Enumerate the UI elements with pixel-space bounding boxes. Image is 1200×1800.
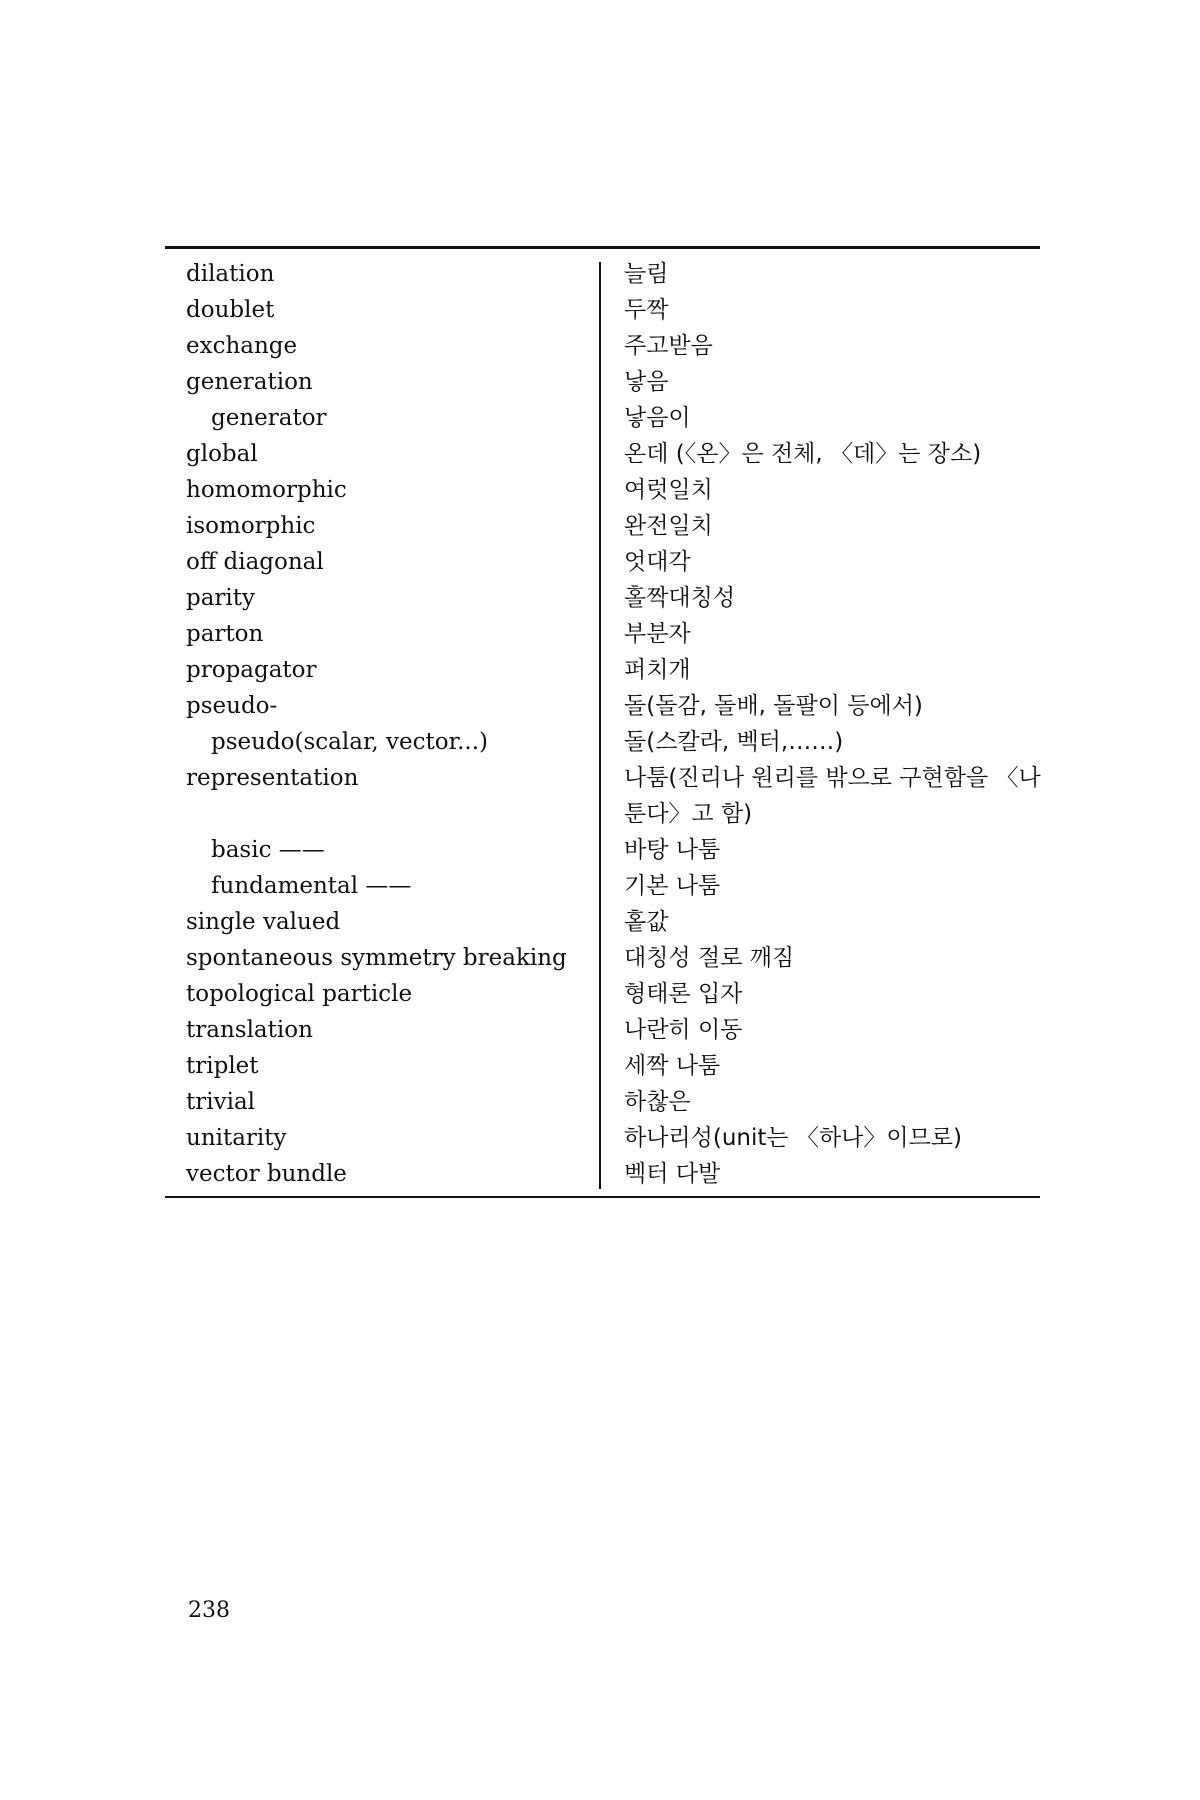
- glossary-row: [0, 616, 1200, 652]
- korean-term: 두짝: [624, 297, 669, 323]
- korean-term: 낳음: [624, 369, 669, 395]
- page-number: 238: [188, 1598, 230, 1623]
- korean-term: 세짝 나툼: [624, 1053, 721, 1079]
- glossary-row: [0, 760, 1200, 832]
- glossary-row: [0, 688, 1200, 724]
- english-term: global: [186, 441, 258, 467]
- korean-term: 홀짝대칭성: [624, 585, 736, 611]
- glossary-row: [0, 652, 1200, 688]
- english-term: single valued: [186, 909, 341, 935]
- glossary-row: [0, 544, 1200, 580]
- glossary-row: [0, 940, 1200, 976]
- glossary-row: [0, 580, 1200, 616]
- glossary-row: [0, 868, 1200, 904]
- english-term: dilation: [186, 261, 275, 287]
- english-term: representation: [186, 765, 359, 791]
- korean-term: 온데 (〈온〉은 전체, 〈데〉는 장소): [624, 441, 982, 467]
- korean-term: 나란히 이동: [624, 1017, 743, 1043]
- english-term: vector bundle: [186, 1161, 347, 1187]
- english-term: homomorphic: [186, 477, 347, 503]
- english-term: parity: [186, 585, 256, 611]
- korean-term: 부분자: [624, 621, 691, 647]
- glossary-row: [0, 976, 1200, 1012]
- glossary-row: [0, 436, 1200, 472]
- english-term: exchange: [186, 333, 298, 359]
- korean-term: 돌(돌감, 돌배, 돌팔이 등에서): [624, 693, 923, 719]
- korean-term: 홑값: [624, 909, 669, 935]
- english-term: pseudo(scalar, vector...): [211, 729, 488, 755]
- korean-term: 바탕 나툼: [624, 837, 721, 863]
- glossary-row: [0, 400, 1200, 436]
- korean-term: 늘림: [624, 261, 669, 287]
- english-term: off diagonal: [186, 549, 324, 575]
- english-term: isomorphic: [186, 513, 316, 539]
- glossary-row: [0, 832, 1200, 868]
- english-term: fundamental ——: [211, 873, 412, 899]
- english-term: basic ——: [211, 837, 325, 863]
- table-top-rule: [165, 246, 1040, 249]
- english-term: generator: [211, 405, 327, 431]
- english-term: pseudo-: [186, 693, 278, 719]
- glossary-row: [0, 364, 1200, 400]
- glossary-row: [0, 1084, 1200, 1120]
- korean-term: 대칭성 절로 깨짐: [624, 945, 795, 971]
- glossary-row: [0, 904, 1200, 940]
- glossary-row: [0, 1120, 1200, 1156]
- korean-term: 하찮은: [624, 1089, 691, 1115]
- english-term: translation: [186, 1017, 313, 1043]
- korean-term: 기본 나툼: [624, 873, 721, 899]
- glossary-row: [0, 724, 1200, 760]
- korean-term: 하나리성(unit는 〈하나〉이므로): [624, 1125, 962, 1151]
- korean-term: 낳음이: [624, 405, 691, 431]
- glossary-row: [0, 508, 1200, 544]
- korean-term: 엇대각: [624, 549, 691, 575]
- glossary-row: [0, 1156, 1200, 1192]
- korean-term: 퍼치개: [624, 657, 691, 683]
- glossary-row: [0, 472, 1200, 508]
- glossary-row: [0, 1012, 1200, 1048]
- korean-term: 주고받음: [624, 333, 713, 359]
- korean-term: 완전일치: [624, 513, 713, 539]
- english-term: spontaneous symmetry breaking: [186, 945, 567, 971]
- table-bottom-rule: [165, 1196, 1040, 1198]
- glossary-row: [0, 328, 1200, 364]
- english-term: trivial: [186, 1089, 256, 1115]
- glossary-row: [0, 256, 1200, 292]
- english-term: parton: [186, 621, 264, 647]
- english-term: doublet: [186, 297, 275, 323]
- korean-term: 나툼(진리나 원리를 밖으로 구현함을 〈나툰다〉고 함): [624, 765, 1041, 827]
- glossary-row: [0, 1048, 1200, 1084]
- english-term: propagator: [186, 657, 317, 683]
- korean-term: 벡터 다발: [624, 1161, 721, 1187]
- english-term: unitarity: [186, 1125, 287, 1151]
- glossary-row: [0, 292, 1200, 328]
- korean-term: 여럿일치: [624, 477, 713, 503]
- korean-term: 돌(스칼라, 벡터,……): [624, 729, 844, 755]
- english-term: triplet: [186, 1053, 259, 1079]
- english-term: topological particle: [186, 981, 413, 1007]
- korean-term: 형태론 입자: [624, 981, 743, 1007]
- english-term: generation: [186, 369, 313, 395]
